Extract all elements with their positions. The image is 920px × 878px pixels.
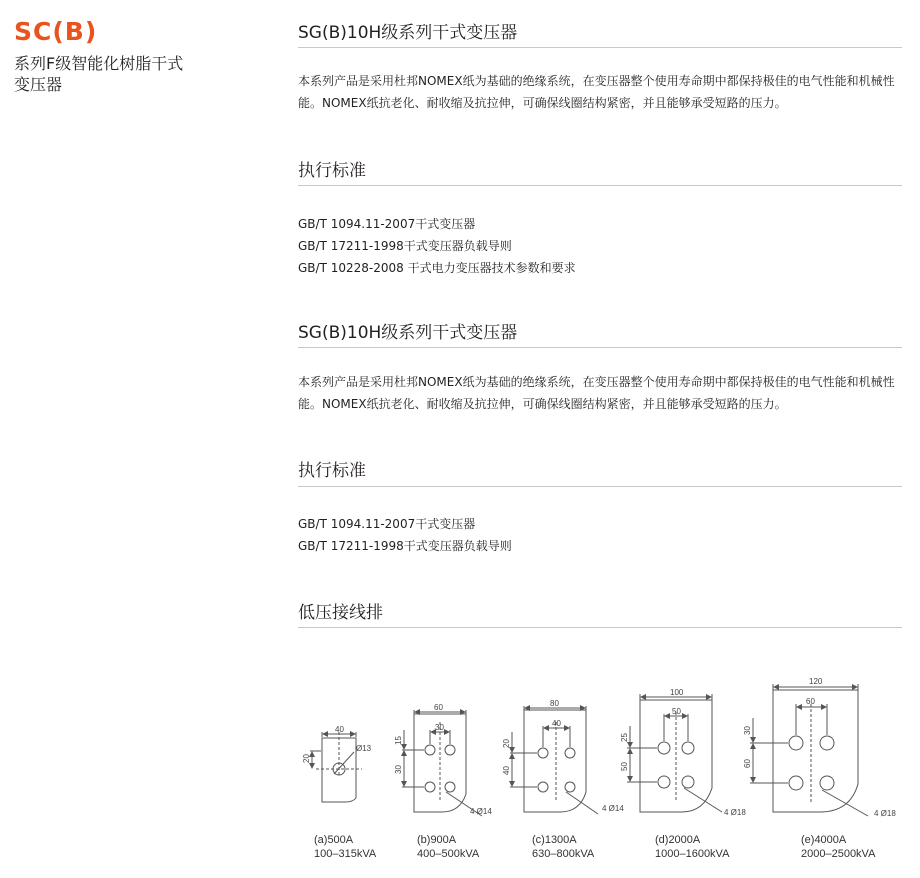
standard-item: GB/T 17211-1998干式变压器负载导则 xyxy=(298,539,512,553)
dim-label: 60 xyxy=(434,703,443,712)
dim-label: 60 xyxy=(806,697,815,706)
dim-label: 4 Ø14 xyxy=(470,807,492,816)
dim-label: 25 xyxy=(620,733,629,742)
standards-list xyxy=(298,213,576,279)
busbar-rating: (e)4000A xyxy=(801,834,847,846)
standard-item: GB/T 17211-1998干式变压器负载导则 xyxy=(298,239,512,253)
standard-item: GB/T 10228-2008 干式电力变压器技术参数和要求 xyxy=(298,261,576,275)
busbar-a xyxy=(310,732,362,802)
dim-label: Ø13 xyxy=(356,744,372,753)
section-divider xyxy=(298,486,902,487)
dim-label: 40 xyxy=(502,766,511,775)
dim-label: 50 xyxy=(620,762,629,771)
dim-label: 30 xyxy=(394,765,403,774)
dim-label: 30 xyxy=(435,723,444,732)
busbar-rating: (c)1300A xyxy=(532,834,577,846)
dim-label: 20 xyxy=(302,754,311,763)
section-title: SG(B)10H级系列干式变压器 xyxy=(298,323,518,343)
dim-label: 30 xyxy=(743,726,752,735)
product-name-line1: 系列F级智能化树脂干式 xyxy=(14,54,184,73)
busbar-drawings xyxy=(290,670,910,830)
dim-label: 80 xyxy=(550,699,559,708)
busbar-rating: (d)2000A xyxy=(655,834,701,846)
dim-label: 120 xyxy=(809,677,823,686)
dim-label: 40 xyxy=(552,719,561,728)
product-name xyxy=(14,53,244,95)
section-title: SG(B)10H级系列干式变压器 xyxy=(298,23,518,43)
dim-label: 100 xyxy=(670,688,684,697)
product-code: SC(B) xyxy=(14,17,98,46)
busbar-caption xyxy=(417,833,479,861)
section-divider xyxy=(298,185,902,186)
dim-label: 4 Ø18 xyxy=(874,809,896,818)
section-title: 执行标准 xyxy=(298,161,366,181)
standards-list xyxy=(298,513,512,557)
busbar-rating: (b)900A xyxy=(417,834,457,846)
dim-label: 4 Ø18 xyxy=(724,808,746,817)
busbar-rating: (a)500A xyxy=(314,834,354,846)
dim-label: 40 xyxy=(335,725,344,734)
busbar-capacity: 100–315kVA xyxy=(314,848,377,860)
section-title: 低压接线排 xyxy=(298,603,383,623)
dim-label: 20 xyxy=(502,739,511,748)
busbar-capacity: 630–800kVA xyxy=(532,848,595,860)
busbar-caption xyxy=(655,833,729,861)
busbar-caption xyxy=(314,833,376,861)
dim-label: 60 xyxy=(743,759,752,768)
busbar-capacity: 400–500kVA xyxy=(417,848,480,860)
dim-label: 4 Ø14 xyxy=(602,804,624,813)
busbar-capacity: 1000–1600kVA xyxy=(655,848,730,860)
section-divider xyxy=(298,347,902,348)
section-divider xyxy=(298,47,902,48)
standard-item: GB/T 1094.11-2007干式变压器 xyxy=(298,517,476,531)
busbar-caption xyxy=(801,833,875,861)
section-divider xyxy=(298,627,902,628)
section-paragraph: 本系列产品是采用杜邦NOMEX纸为基础的绝缘系统，在变压器整个使用寿命期中都保持极佳的电气性能和机械性能。NOMEX纸抗老化、耐收缩及抗拉伸，可确保线圈结构紧密，并且能够承受短路的压力。 xyxy=(298,74,895,110)
section-paragraph: 本系列产品是采用杜邦NOMEX纸为基础的绝缘系统，在变压器整个使用寿命期中都保持极佳的电气性能和机械性能。NOMEX纸抗老化、耐收缩及抗拉伸，可确保线圈结构紧密，并且能够承受短路的压力。 xyxy=(298,375,895,411)
dim-label: 15 xyxy=(394,736,403,745)
busbar-caption xyxy=(532,833,594,861)
busbar-capacity: 2000–2500kVA xyxy=(801,848,876,860)
section-title: 执行标准 xyxy=(298,461,366,481)
product-name-line2: 变压器 xyxy=(14,75,63,94)
standard-item: GB/T 1094.11-2007干式变压器 xyxy=(298,217,476,231)
dim-label: 50 xyxy=(672,707,681,716)
